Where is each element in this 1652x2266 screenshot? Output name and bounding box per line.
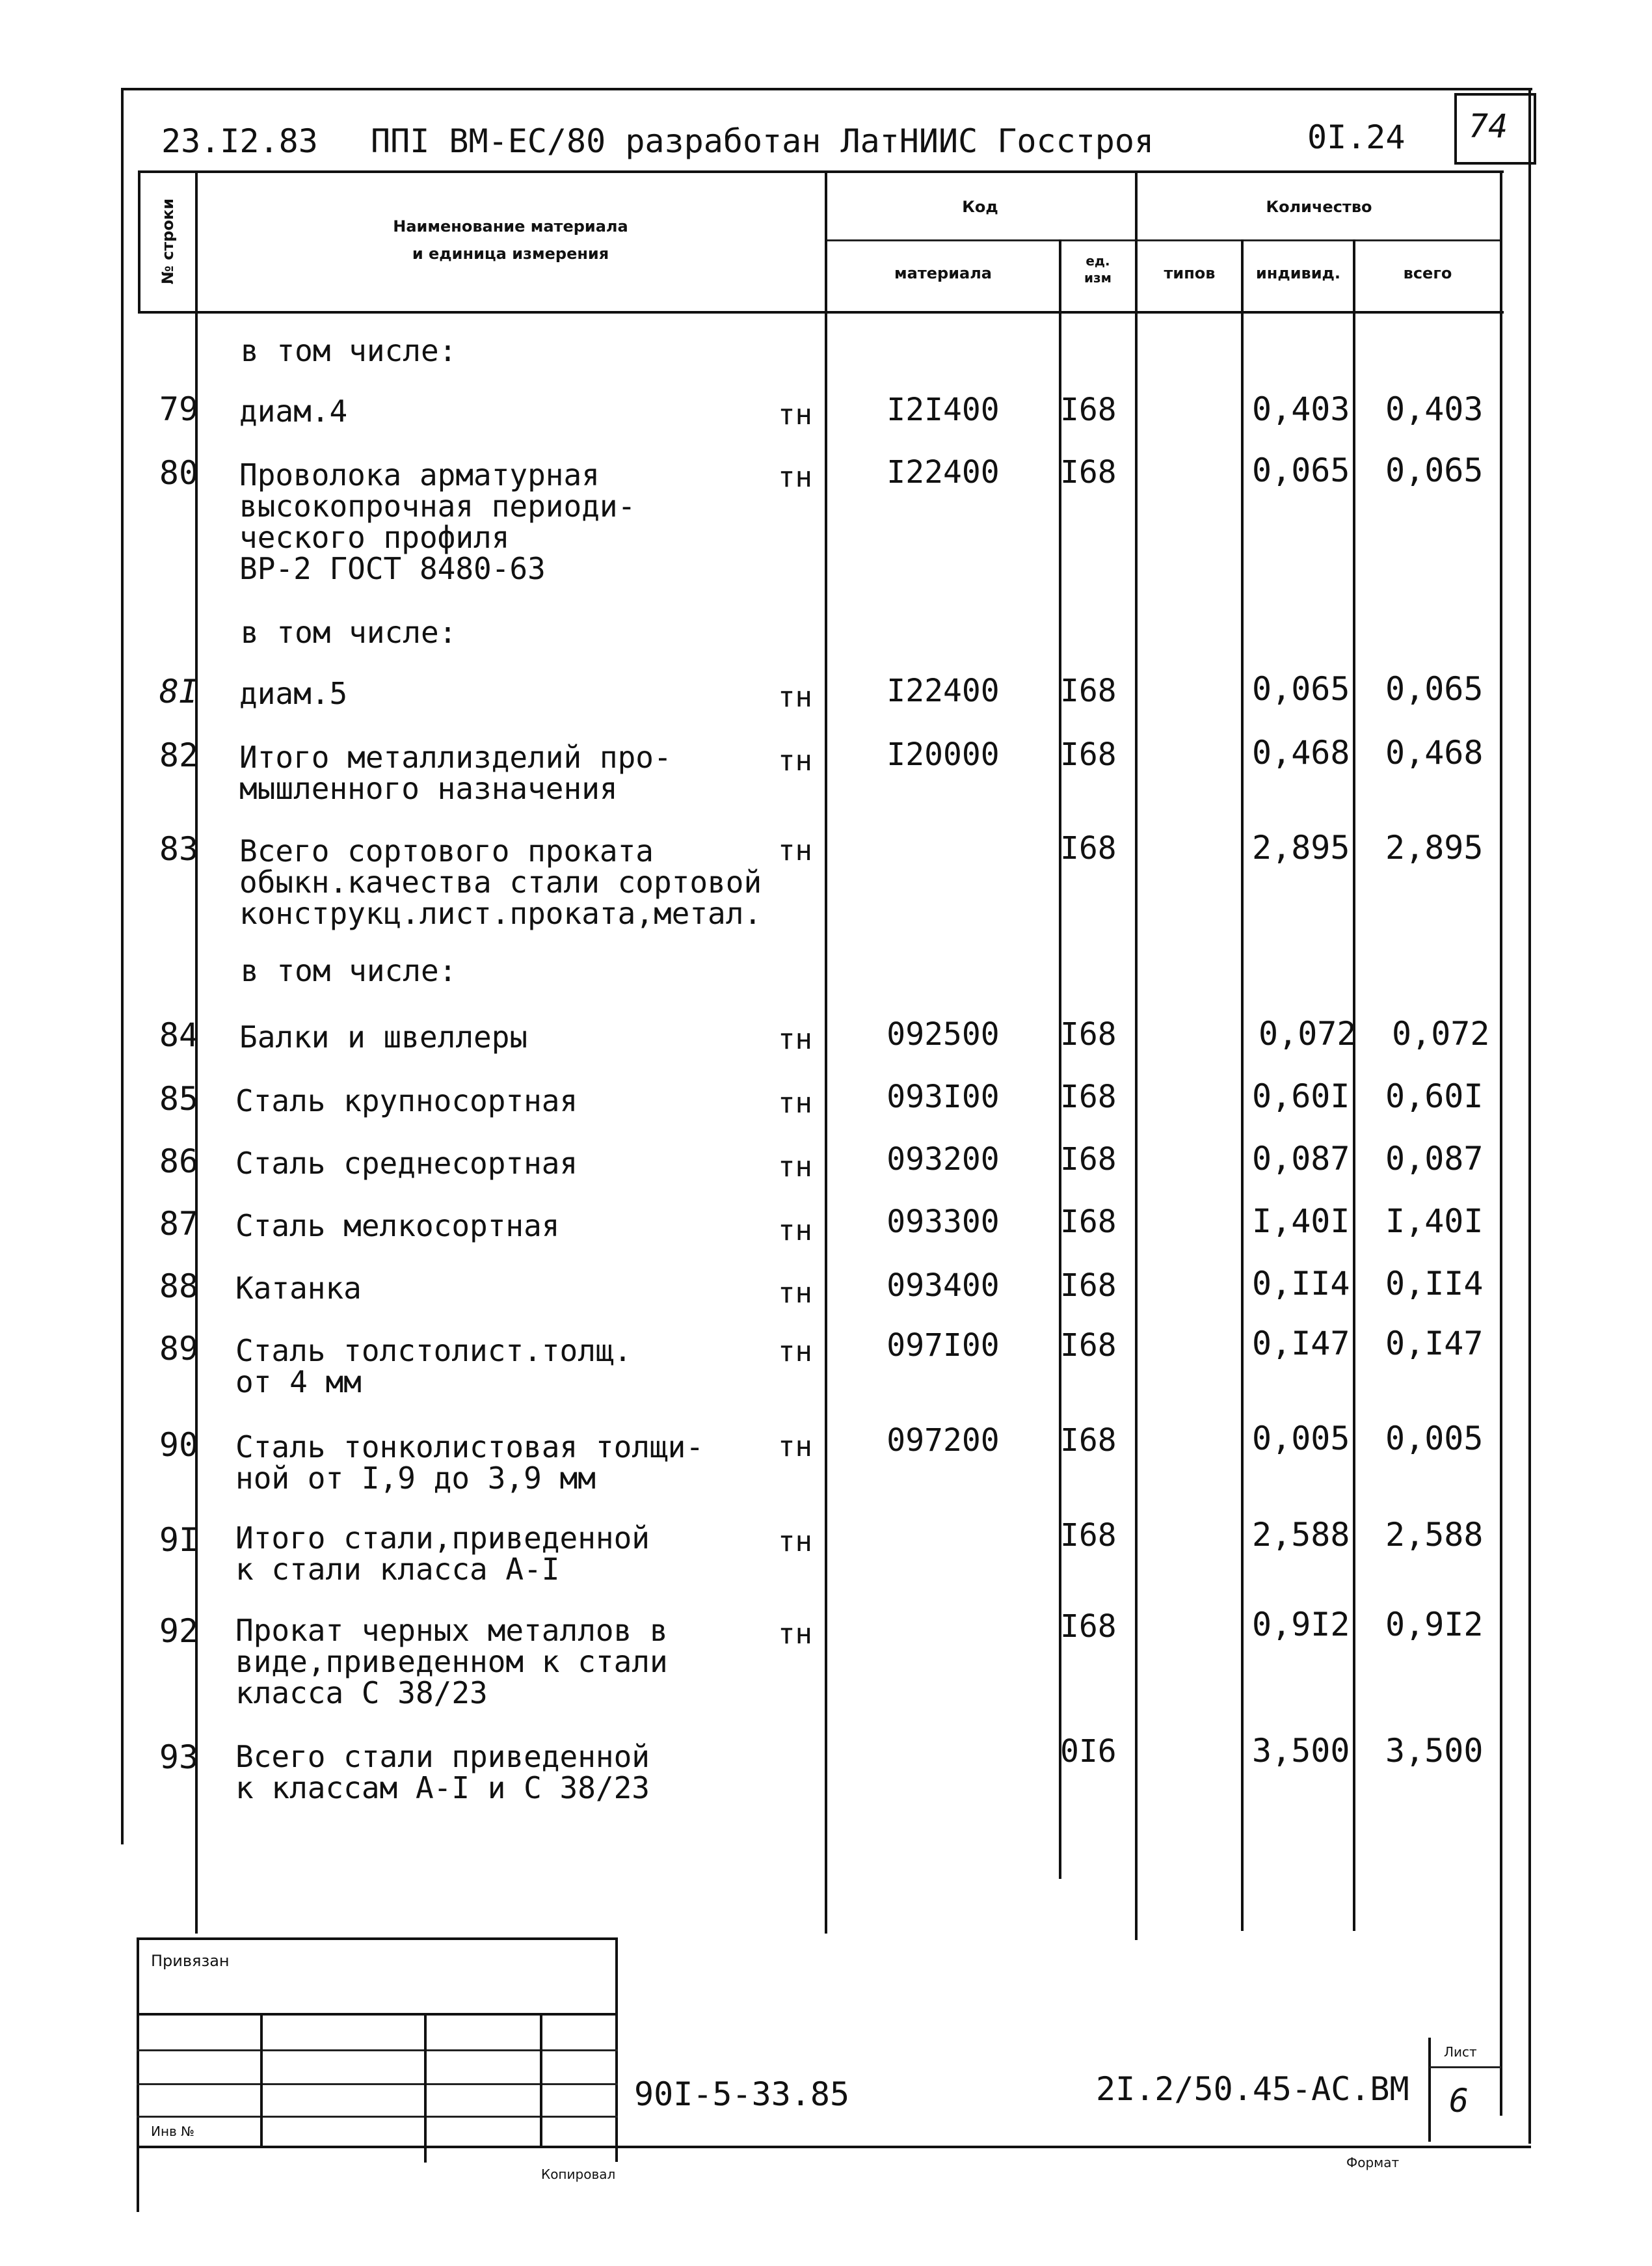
row-number: 85 — [159, 1080, 199, 1118]
material-code: 093400 — [886, 1267, 1000, 1304]
unit-code: I68 — [1060, 454, 1117, 491]
row-number: 83 — [159, 830, 199, 868]
row-number: 80 — [159, 454, 199, 492]
material-name: Сталь мелкосортная — [235, 1208, 560, 1243]
row-number: 88 — [159, 1267, 199, 1305]
doc-code: 0I.24 — [1307, 118, 1406, 156]
header-qty-individual: индивид. — [1255, 264, 1341, 282]
header-row-no: № строки — [159, 198, 177, 285]
qty-individual: 2,895 — [1252, 829, 1350, 867]
qty-individual: I,40I — [1252, 1202, 1350, 1240]
unit-code: I68 — [1060, 1422, 1117, 1459]
qty-individual: 0,065 — [1252, 452, 1350, 489]
qty-individual: 0,403 — [1252, 390, 1350, 428]
material-name: Итого металлизделий про- мышленного назначения — [239, 740, 672, 806]
table-row-subheading: в том числе: — [241, 953, 457, 988]
material-code: 092500 — [886, 1016, 1000, 1053]
material-code: 097I00 — [886, 1327, 1000, 1364]
material-code: 093200 — [886, 1141, 1000, 1178]
header-subdivider — [826, 239, 1502, 241]
qty-individual: 0,I47 — [1252, 1325, 1350, 1362]
sheet-number: 6 — [1449, 2082, 1469, 2120]
qty-individual: 0,072 — [1259, 1015, 1357, 1053]
col-total-divider — [1353, 239, 1355, 1931]
unit-code: I68 — [1060, 736, 1117, 773]
header-qty-group: Количество — [1266, 198, 1372, 216]
qty-total: 2,588 — [1385, 1516, 1484, 1554]
material-name: диам.5 — [239, 676, 348, 711]
row-number: 8I — [159, 673, 199, 710]
material-name: Сталь толстолист.толщ. от 4 мм — [235, 1333, 632, 1399]
stamp-grid-h2 — [137, 2049, 618, 2051]
unit: тн — [778, 1430, 812, 1463]
header-code-material: материала — [894, 264, 992, 282]
material-name: Всего сортового проката обыкн.качества стали сортовой конструкц.лист.проката,метал. — [239, 833, 762, 931]
unit: тн — [778, 1150, 812, 1183]
row-number: 79 — [159, 390, 199, 428]
doc-code-stamp: 90I-5-33.85 — [634, 2075, 850, 2113]
qty-individual: 0,005 — [1252, 1420, 1350, 1457]
material-name: Сталь крупносортная — [235, 1083, 578, 1118]
material-code: 097200 — [886, 1422, 1000, 1459]
material-name: Балки и швеллеры — [239, 1019, 528, 1055]
qty-total: 0,II4 — [1385, 1265, 1484, 1302]
unit: тн — [778, 1525, 812, 1558]
frame-left-lower — [137, 1939, 139, 2212]
qty-total: 0,065 — [1385, 670, 1484, 708]
header-code-unit-2: изм — [1084, 270, 1112, 286]
unit: тн — [778, 1086, 812, 1120]
col-right-border — [1500, 170, 1502, 2116]
frame-right — [1528, 88, 1531, 2144]
frame-bottom — [137, 2146, 1531, 2148]
material-name: Сталь тонколистовая толщи- ной от I,9 до 3,9 мм — [235, 1429, 704, 1496]
material-name: Проволока арматурная высокопрочная периоди- ческого профиля ВР-2 ГОСТ 8480-63 — [239, 457, 636, 586]
qty-individual: 0,468 — [1252, 734, 1350, 772]
material-name: диам.4 — [239, 394, 348, 429]
unit: тн — [778, 1335, 812, 1368]
qty-total: 0,072 — [1392, 1015, 1490, 1053]
row-number: 84 — [159, 1016, 199, 1054]
stamp-grid-h3 — [137, 2083, 618, 2085]
qty-individual: 3,500 — [1252, 1732, 1350, 1770]
unit: тн — [778, 461, 812, 494]
format-label: Формат — [1346, 2155, 1400, 2170]
header-qty-total: всего — [1403, 264, 1452, 282]
unit-code: I68 — [1060, 1267, 1117, 1304]
unit-code: I68 — [1060, 1608, 1117, 1645]
qty-individual: 2,588 — [1252, 1516, 1350, 1554]
unit-code: I68 — [1060, 392, 1117, 428]
unit-code: I68 — [1060, 830, 1117, 867]
unit-code: I68 — [1060, 1141, 1117, 1178]
material-name: Всего стали приведенной к классам А-I и С 38/23 — [235, 1739, 650, 1805]
unit: тн — [778, 1214, 812, 1247]
unit-code: I68 — [1060, 1204, 1117, 1240]
table-header-bottom — [138, 311, 1504, 314]
row-number: 90 — [159, 1426, 199, 1464]
unit: тн — [778, 1023, 812, 1056]
material-name: Сталь среднесортная — [235, 1146, 578, 1181]
qty-total: 3,500 — [1385, 1732, 1484, 1770]
stamp-grid-v3 — [540, 2013, 542, 2146]
material-code: I20000 — [886, 736, 1000, 773]
header-qty-typical: типов — [1164, 264, 1216, 282]
stamp-top — [137, 1937, 618, 1940]
qty-total: 0,065 — [1385, 452, 1484, 489]
unit-code: 0I6 — [1060, 1733, 1117, 1770]
qty-total: 0,087 — [1385, 1140, 1484, 1178]
header-code-group: Код — [962, 198, 998, 216]
unit-code: I68 — [1060, 1517, 1117, 1554]
row-number: 93 — [159, 1738, 199, 1776]
qty-individual: 0,087 — [1252, 1140, 1350, 1178]
stamp-grid-h1 — [137, 2013, 618, 2016]
privyazan-label: Привязан — [151, 1952, 230, 1970]
col-indiv-divider — [1241, 239, 1244, 1931]
header-code-unit-1: ед. — [1086, 253, 1110, 269]
frame-left — [121, 88, 124, 1844]
material-code: I22400 — [886, 673, 1000, 709]
qty-individual: 0,065 — [1252, 670, 1350, 708]
unit-code: I68 — [1060, 1327, 1117, 1364]
qty-total: 0,468 — [1385, 734, 1484, 772]
doc-title: ППI ВМ-ЕС/80 разработан ЛатНИИС Госстроя — [371, 122, 1154, 160]
qty-individual: 0,60I — [1252, 1077, 1350, 1115]
unit-code: I68 — [1060, 1016, 1117, 1053]
material-name: Катанка — [235, 1271, 362, 1306]
material-code: 093300 — [886, 1204, 1000, 1240]
qty-total: 0,I47 — [1385, 1325, 1484, 1362]
stamp-grid-v2 — [424, 2013, 427, 2163]
col-rownum-border — [138, 170, 140, 311]
sheet-code-stamp: 2I.2/50.45-АС.ВМ — [1096, 2070, 1409, 2108]
table-row-subheading: в том числе: — [241, 333, 457, 368]
unit: тн — [778, 744, 812, 777]
unit: тн — [778, 398, 812, 431]
row-number: 92 — [159, 1612, 199, 1650]
table-row-subheading: в том числе: — [241, 615, 457, 650]
unit: тн — [778, 1276, 812, 1310]
qty-total: 0,60I — [1385, 1077, 1484, 1115]
material-code: I2I400 — [886, 392, 1000, 428]
qty-total: 0,005 — [1385, 1420, 1484, 1457]
stamp-grid-h4 — [137, 2116, 618, 2118]
unit: тн — [778, 681, 812, 714]
page-number: 74 — [1469, 107, 1508, 145]
col-qty-divider — [1135, 170, 1138, 1940]
sheet-label: Лист — [1444, 2044, 1477, 2060]
unit-code: I68 — [1060, 673, 1117, 709]
qty-total: 2,895 — [1385, 829, 1484, 867]
material-name: Итого стали,приведенной к стали класса А-I — [235, 1520, 650, 1587]
row-number: 82 — [159, 736, 199, 774]
kopiroval-label: Копировал — [541, 2166, 616, 2182]
material-code: 093I00 — [886, 1079, 1000, 1115]
stamp-grid-v1 — [260, 2013, 263, 2146]
unit: тн — [778, 834, 812, 867]
qty-individual: 0,9I2 — [1252, 1606, 1350, 1643]
header-name-line2: и единица измерения — [412, 245, 609, 263]
qty-total: 0,9I2 — [1385, 1606, 1484, 1643]
header-name-line1: Наименование материала — [393, 217, 628, 236]
material-name: Прокат черных металлов в виде,приведенном к стали класса С 38/23 — [235, 1613, 668, 1710]
sheet-box-divider — [1430, 2066, 1501, 2068]
qty-total: I,40I — [1385, 1202, 1484, 1240]
inv-no-label: Инв № — [151, 2124, 194, 2139]
material-code: I22400 — [886, 454, 1000, 491]
row-number: 87 — [159, 1205, 199, 1243]
unit-code: I68 — [1060, 1079, 1117, 1115]
row-number: 89 — [159, 1330, 199, 1368]
qty-total: 0,403 — [1385, 390, 1484, 428]
frame-top — [121, 88, 1532, 90]
row-number: 86 — [159, 1142, 199, 1180]
unit: тн — [778, 1617, 812, 1651]
qty-individual: 0,II4 — [1252, 1265, 1350, 1302]
table-top-border — [138, 170, 1504, 173]
row-number: 9I — [159, 1521, 199, 1559]
doc-date: 23.I2.83 — [161, 122, 318, 160]
